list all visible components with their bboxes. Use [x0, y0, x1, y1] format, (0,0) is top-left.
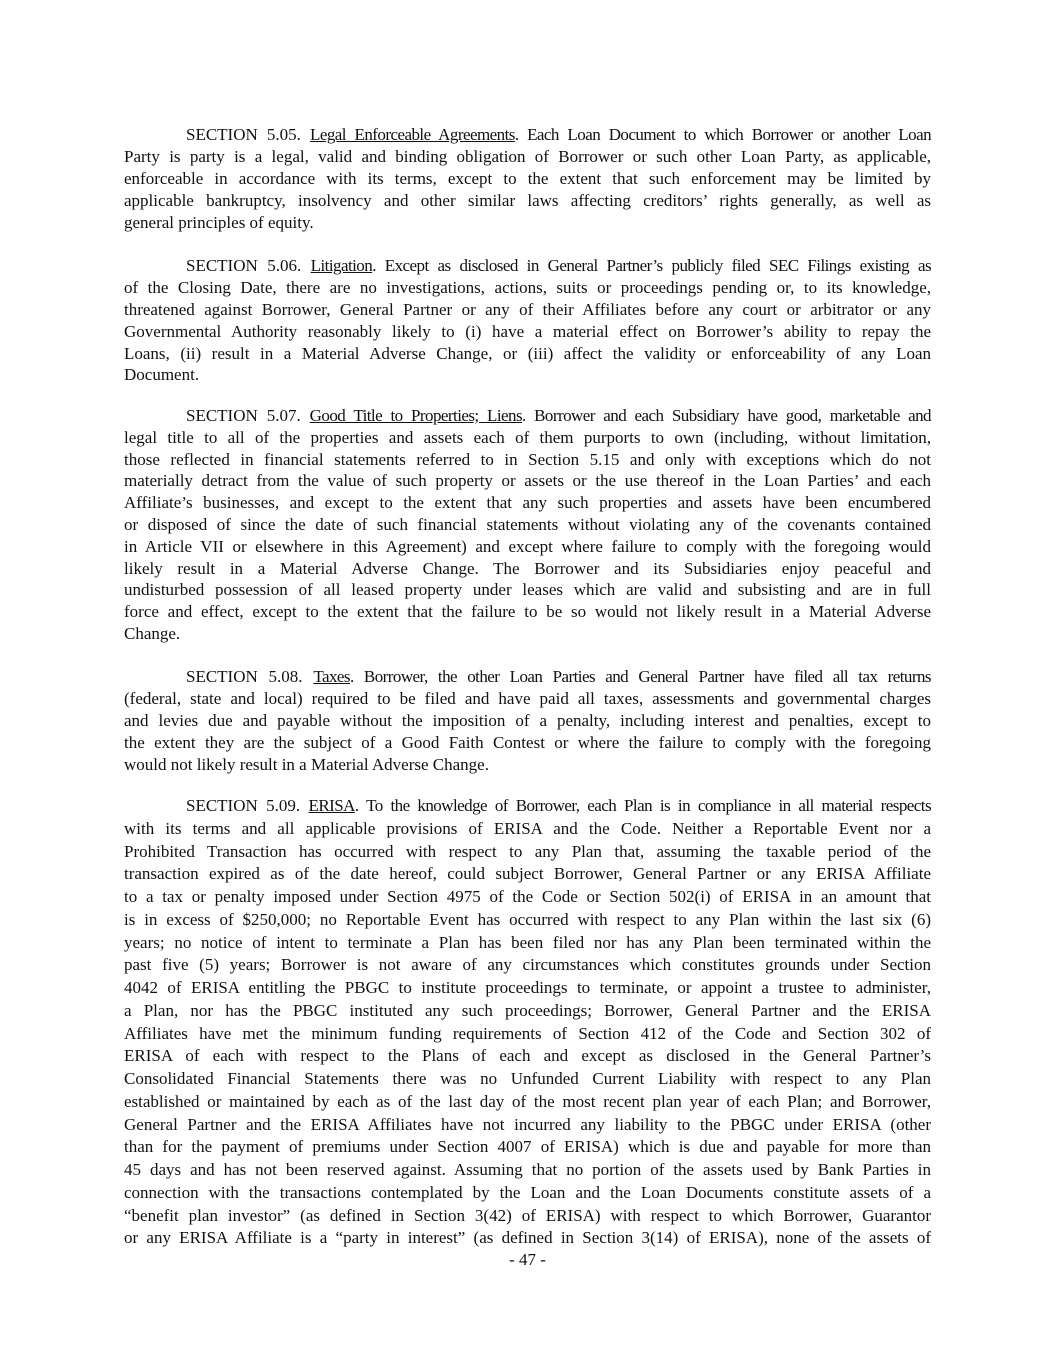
section-title: Good Title to Properties; Liens — [309, 406, 523, 425]
text-line: legal title to all of the properties and assets each of them purports to own (including, without limitation, — [124, 427, 931, 447]
text-line: or any ERISA Affiliate is a “party in interest” (as defined in Section 3(14) of ERISA), none of the assets of — [124, 1228, 931, 1248]
text-line: undisturbed possession of all leased property under leases which are valid and subsisting and are in full — [124, 580, 931, 600]
text-line: with its terms and all applicable provisions of ERISA and the Code. Neither a Reportable Event nor a — [124, 818, 931, 838]
text-line: Affiliates have met the minimum funding requirements of Section 412 of the Code and Section 302 of — [124, 1023, 931, 1043]
text-line: ERISA of each with respect to the Plans of each and except as disclosed in the General Partner’s — [124, 1046, 931, 1066]
text-line: or disposed of since the date of such financial statements without violating any of the covenants contained — [124, 514, 931, 534]
text-line: a Plan, nor has the PBGC instituted any such proceedings; Borrower, General Partner and the ERISA — [124, 1000, 931, 1020]
section-title: ERISA — [308, 796, 355, 815]
text-line: “benefit plan investor” (as defined in Section 3(42) of ERISA) with respect to which Borrower, Guarantor — [124, 1205, 931, 1225]
text-line: Loans, (ii) result in a Material Adverse Change, or (iii) affect the validity or enforceability of any Loan — [124, 343, 931, 363]
section-number: SECTION 5.08. — [186, 667, 314, 686]
section-text: . Borrower and each Subsidiary have good, marketable and — [522, 406, 931, 425]
text-line: in Article VII or elsewhere in this Agreement) and except where failure to comply with the foregoing would — [124, 536, 931, 556]
text-line: force and effect, except to the extent that the failure to be so would not likely result in a Material Adverse — [124, 602, 931, 622]
section-heading-line — [124, 666, 931, 688]
text-line: than for the payment of premiums under Section 4007 of ERISA) which is due and payable for more than — [124, 1137, 931, 1157]
text-line: Prohibited Transaction has occurred with respect to any Plan that, assuming the taxable period of the — [124, 841, 931, 861]
section-text: . Borrower, the other Loan Parties and General Partner have filed all tax returns — [349, 667, 931, 686]
section-title: Legal Enforceable Agreements — [310, 125, 515, 144]
text-line: likely result in a Material Adverse Change. The Borrower and its Subsidiaries enjoy peaceful and — [124, 558, 931, 578]
text-line: is in excess of $250,000; no Reportable Event has occurred with respect to any Plan within the last six (6) — [124, 909, 931, 929]
section-paragraph — [124, 124, 931, 233]
section-heading-line — [124, 405, 931, 427]
section-number: SECTION 5.07. — [186, 406, 310, 425]
text-line: transaction expired as of the date hereof, could subject Borrower, General Partner or any ERISA Affiliate — [124, 864, 931, 884]
text-line: and levies due and payable without the imposition of a penalty, including interest and penalties, except to — [124, 710, 931, 730]
text-line: enforceable in accordance with its terms, except to the extent that such enforcement may be limited by — [124, 168, 931, 188]
section-paragraph — [124, 255, 931, 386]
section-text: . Each Loan Document to which Borrower or another Loan — [514, 125, 932, 144]
text-line: general principles of equity. — [124, 212, 314, 232]
text-line: established or maintained by each as of the last day of the most recent plan year of each Plan; and Borrower, — [124, 1091, 931, 1111]
text-line: Document. — [124, 365, 200, 385]
text-line: to a tax or penalty imposed under Section 4975 of the Code or Section 502(i) of ERISA in an amount that — [124, 887, 931, 906]
section-paragraph — [124, 795, 931, 1250]
text-line: applicable bankruptcy, insolvency and other similar laws affecting creditors’ rights generally, as well as — [124, 190, 931, 210]
text-line: 45 days and has not been reserved against. Assuming that no portion of the assets used by Bank Parties in — [124, 1160, 931, 1179]
section-number: SECTION 5.09. — [186, 796, 309, 815]
text-line: Governmental Authority reasonably likely to (i) have a material effect on Borrower’s ability to repay the — [124, 321, 931, 341]
text-line: the extent they are the subject of a Good Faith Contest or where the failure to comply with the foregoing — [124, 732, 931, 752]
text-line: connection with the transactions contemplated by the Loan and the Loan Documents constitute assets of a — [124, 1182, 931, 1202]
text-line: 4042 of ERISA entitling the PBGC to institute proceedings to terminate, or appoint a trustee to administer, — [124, 978, 931, 997]
section-paragraph — [124, 666, 931, 775]
text-line: Change. — [124, 623, 181, 643]
section-heading-line — [124, 795, 931, 818]
text-line: past five (5) years; Borrower is not aware of any circumstances which constitutes grounds under Section — [124, 955, 931, 975]
section-text: . To the knowledge of Borrower, each Plan is in compliance in all material respects — [354, 796, 932, 815]
section-heading-line — [124, 255, 931, 277]
text-line: Consolidated Financial Statements there was no Unfunded Current Liability with respect to any Plan — [124, 1069, 931, 1088]
text-line: materially detract from the value of such property or assets or the use thereof in the Loan Parties’ and each — [124, 471, 931, 491]
text-line: (federal, state and local) required to be filed and have paid all taxes, assessments and governmental charges — [124, 688, 931, 708]
text-line: General Partner and the ERISA Affiliates have not incurred any liability to the PBGC under ERISA (other — [124, 1114, 931, 1134]
section-heading-line — [124, 124, 931, 146]
text-line: of the Closing Date, there are no investigations, actions, suits or proceedings pending or, to its knowledge, — [124, 277, 931, 297]
text-line: years; no notice of intent to terminate a Plan has been filed nor has any Plan been terminated within the — [124, 932, 931, 952]
text-line: Affiliate’s businesses, and except to the extent that any such properties and assets have been encumbered — [124, 493, 931, 513]
text-line: threatened against Borrower, General Partner or any of their Affiliates before any court or arbitrator or any — [124, 299, 931, 319]
section-number: SECTION 5.06. — [186, 256, 311, 275]
text-line: would not likely result in a Material Adverse Change. — [124, 754, 489, 774]
section-text: . Except as disclosed in General Partner’s publicly filed SEC Filings existing as — [372, 256, 932, 275]
section-number: SECTION 5.05. — [186, 125, 310, 144]
page-number: - 47 - — [509, 1250, 546, 1269]
text-line: those reflected in financial statements referred to in Section 5.15 and only with exceptions which do not — [124, 449, 931, 469]
section-title: Litigation — [310, 256, 373, 275]
text-line: Party is party is a legal, valid and binding obligation of Borrower or such other Loan Party, as applicable, — [124, 146, 931, 166]
section-title: Taxes — [313, 667, 350, 686]
section-paragraph — [124, 405, 931, 645]
